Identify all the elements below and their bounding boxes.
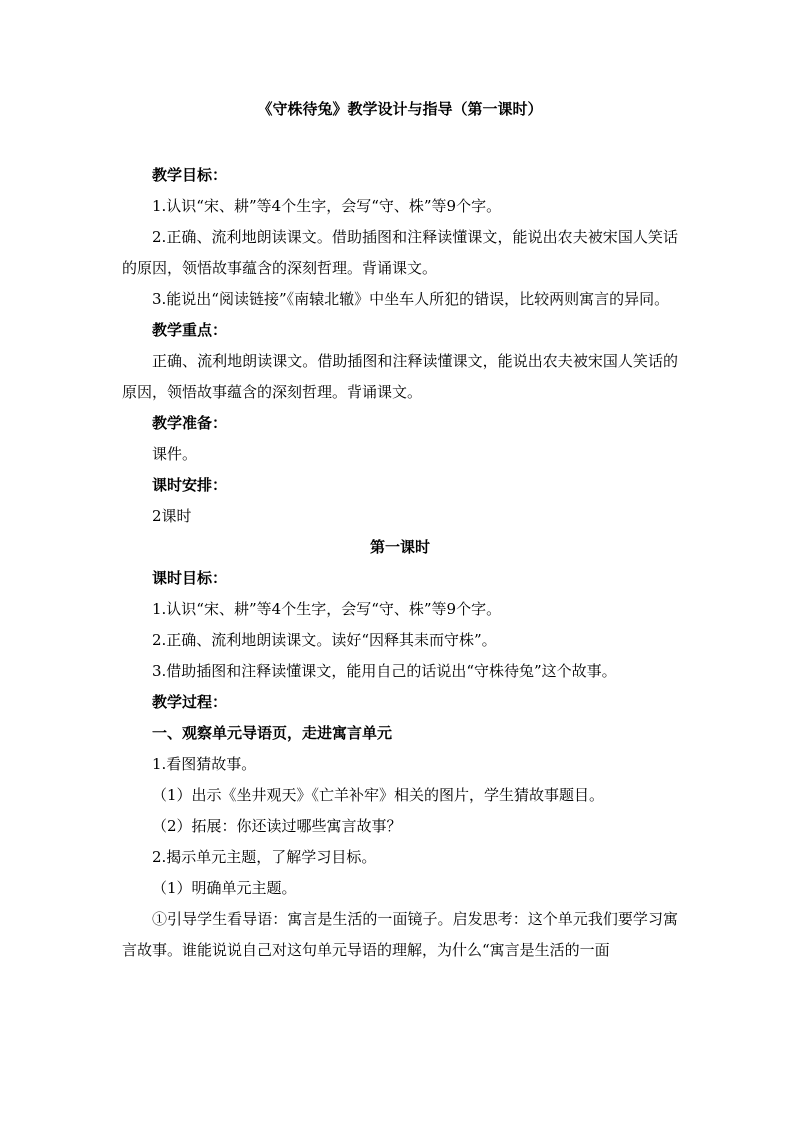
heading-teaching-focus: 教学重点：	[152, 321, 228, 339]
document-body	[122, 94, 678, 966]
process-subitem-3: （1）明确单元主题。	[152, 879, 297, 897]
process-subitem-2: （2）拓展：你还读过哪些寓言故事？	[152, 817, 402, 835]
preparation-text: 课件。	[152, 445, 198, 463]
process-guidance-text: ①引导学生看导语：寓言是生活的一面镜子。启发思考：这个单元我们要学习寓言故事。谁能说说自己对这句单元导语的理解，为什么“寓言是生活的一面	[122, 910, 678, 959]
section-first-lesson: 第一课时	[369, 538, 430, 556]
document-title: 《守株待兔》教学设计与指导（第一课时）	[257, 100, 543, 118]
process-step-1-heading: 一、观察单元导语页，走进寓言单元	[152, 724, 393, 742]
heading-teaching-goals: 教学目标：	[152, 166, 228, 184]
lesson-goal-2: 2.正确、流利地朗读课文。读好“因释其耒而守株”。	[152, 631, 497, 649]
heading-teaching-preparation: 教学准备：	[152, 414, 228, 432]
heading-teaching-process: 教学过程：	[152, 693, 228, 711]
goal-item-3: 3.能说出“阅读链接”《南辕北辙》中坐车人所犯的错误，比较两则寓言的异同。	[152, 290, 670, 308]
lesson-goal-3: 3.借助插图和注释读懂课文，能用自己的话说出“守株待兔”这个故事。	[152, 662, 617, 680]
goal-item-2: 2.正确、流利地朗读课文。借助插图和注释读懂课文，能说出农夫被宋国人笑话的原因，领悟故事蕴含的深刻哲理。背诵课文。	[122, 228, 678, 277]
focus-text: 正确、流利地朗读课文。借助插图和注释读懂课文，能说出农夫被宋国人笑话的原因，领悟故事蕴含的深刻哲理。背诵课文。	[122, 352, 678, 401]
lesson-goal-1: 1.认识“宋、耕”等4个生字，会写“守、株”等9个字。	[152, 600, 502, 618]
heading-lesson-arrangement: 课时安排：	[152, 476, 228, 494]
goal-item-1: 1.认识“宋、耕”等4个生字，会写“守、株”等9个字。	[152, 197, 502, 215]
arrangement-text: 2课时	[152, 507, 192, 525]
process-item-2: 2.揭示单元主题，了解学习目标。	[152, 848, 377, 866]
heading-lesson-goals: 课时目标：	[152, 569, 228, 587]
process-item-1: 1.看图猜故事。	[152, 755, 257, 773]
process-subitem-1: （1）出示《坐井观天》《亡羊补牢》相关的图片，学生猜故事题目。	[152, 786, 605, 804]
